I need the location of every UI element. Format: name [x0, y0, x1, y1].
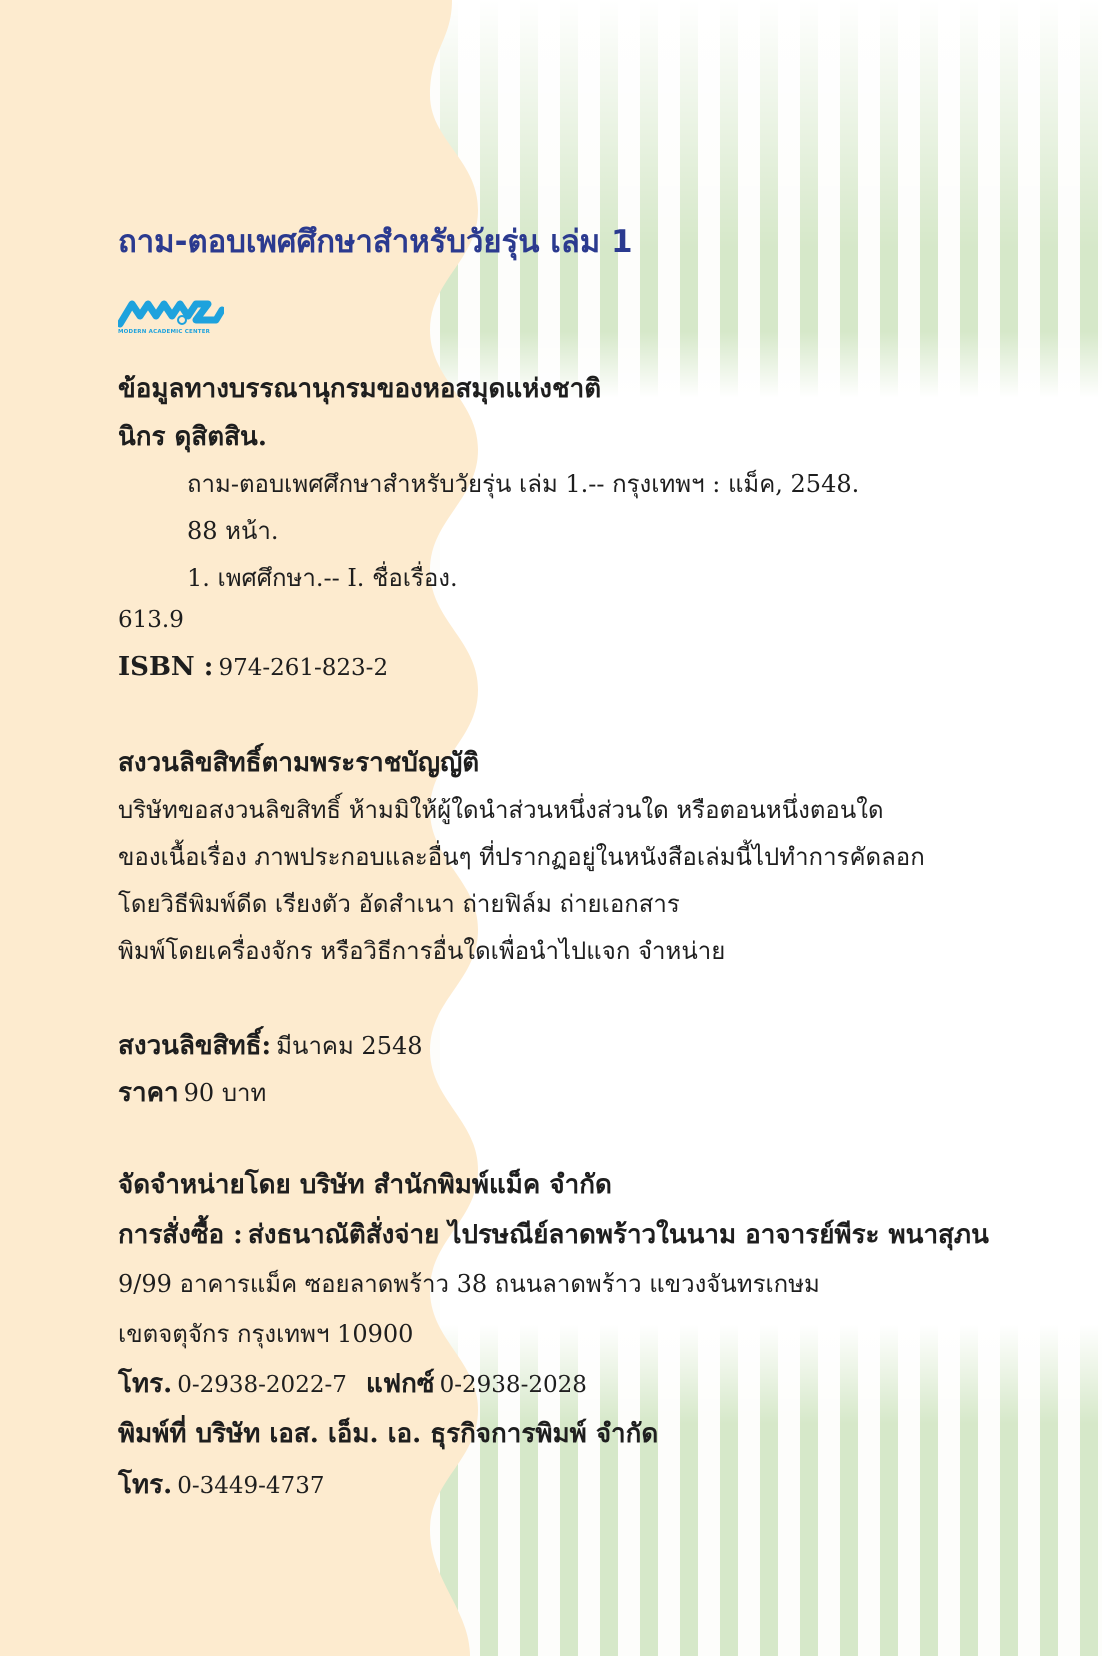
fax-value: 0-2938-2028	[439, 1372, 587, 1398]
cataloging-line-title: ถาม-ตอบเพศศึกษาสำหรับวัยรุ่น เล่ม 1.-- กรุงเทพฯ : แม็ค, 2548.	[187, 470, 860, 498]
fax-label: แฟกซ์	[365, 1369, 435, 1399]
price-label: ราคา	[118, 1078, 179, 1108]
phone-value: 0-2938-2022-7	[177, 1372, 347, 1398]
isbn-row	[118, 652, 388, 682]
logo-caption: MODERN ACADEMIC CENTER	[118, 329, 211, 335]
copyright-heading: สงวนลิขสิทธิ์ตามพระราชบัญญัติ	[118, 748, 480, 778]
order-row	[118, 1214, 989, 1255]
printer-line: พิมพ์ที่ บริษัท เอส. เอ็ม. เอ. ธุรกิจการพิมพ์ จำกัด	[118, 1419, 659, 1449]
address-line-1: 9/99 อาคารแม็ค ซอยลาดพร้าว 38 ถนนลาดพร้าว แขวงจันทรเกษม	[118, 1270, 820, 1298]
copyright-line: โดยวิธีพิมพ์ดีด เรียงตัว อัดสำเนา ถ่ายฟิล์ม ถ่ายเอกสาร	[118, 890, 680, 918]
mac-logo-icon	[118, 296, 224, 328]
phone-fax-row	[118, 1363, 587, 1404]
price-value: 90 บาท	[183, 1079, 267, 1107]
address-line-2: เขตจตุจักร กรุงเทพฯ 10900	[118, 1320, 414, 1348]
order-label: การสั่งซื้อ :	[118, 1220, 243, 1250]
distributor-line: จัดจำหน่ายโดย บริษัท สำนักพิมพ์แม็ค จำกัด	[118, 1170, 612, 1200]
copyright-line: ของเนื้อเรื่อง ภาพประกอบและอื่นๆ ที่ปรากฏอยู่ในหนังสือเล่มนี้ไปทำการคัดลอก	[118, 843, 925, 871]
phone-label: โทร.	[118, 1369, 173, 1399]
copyright-date-value: มีนาคม 2548	[276, 1032, 423, 1060]
publisher-logo	[118, 296, 224, 338]
cataloging-author: นิกร ดุสิตสิน.	[118, 422, 267, 452]
printer-phone-value: 0-3449-4737	[177, 1473, 325, 1499]
book-title: ถาม-ตอบเพศศึกษาสำหรับวัยรุ่น เล่ม 1	[118, 224, 633, 260]
order-text: ส่งธนาณัติสั่งจ่าย ไปรษณีย์ลาดพร้าวในนาม อาจารย์พีระ พนาสุภน	[247, 1220, 989, 1250]
printer-phone-label: โทร.	[118, 1470, 173, 1500]
call-number: 613.9	[118, 607, 184, 633]
printer-phone-row	[118, 1464, 324, 1505]
price-row	[118, 1072, 266, 1113]
cataloging-line-pages: 88 หน้า.	[187, 517, 279, 545]
copyright-line: บริษัทขอสงวนลิขสิทธิ์ ห้ามมิให้ผู้ใดนำส่วนหนึ่งส่วนใด หรือตอนหนึ่งตอนใด	[118, 796, 884, 824]
isbn-label: ISBN :	[118, 652, 214, 682]
copyright-date-label: สงวนลิขสิทธิ์:	[118, 1031, 272, 1061]
cataloging-heading: ข้อมูลทางบรรณานุกรมของหอสมุดแห่งชาติ	[118, 374, 602, 404]
copyright-line: พิมพ์โดยเครื่องจักร หรือวิธีการอื่นใดเพื่อนำไปแจก จำหน่าย	[118, 937, 726, 965]
copyright-date-row	[118, 1025, 423, 1066]
isbn-value: 974-261-823-2	[218, 655, 389, 681]
cataloging-line-subject: 1. เพศศึกษา.-- I. ชื่อเรื่อง.	[187, 564, 458, 592]
